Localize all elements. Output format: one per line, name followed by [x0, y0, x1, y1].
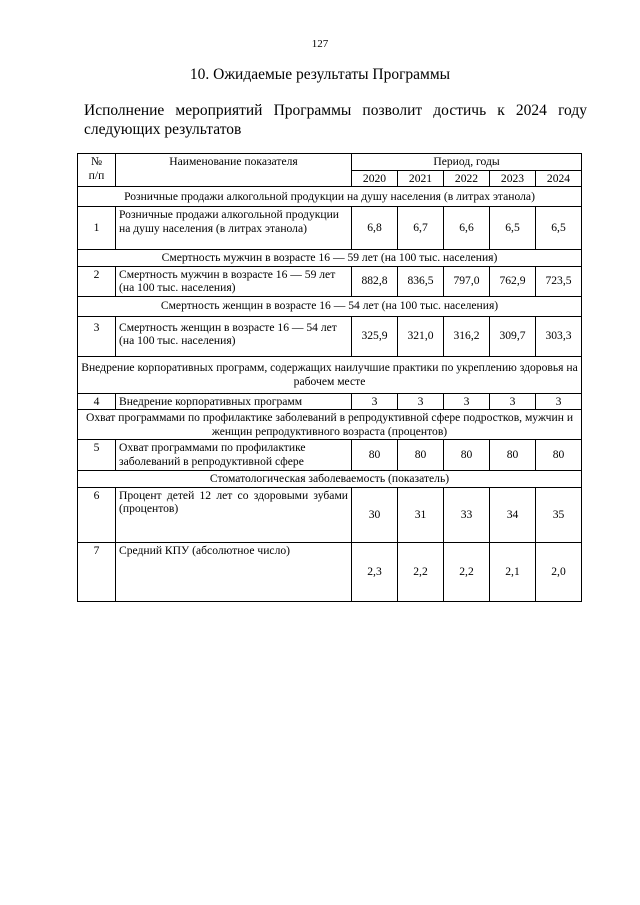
row-value: 303,3 [536, 316, 582, 356]
row-num: 5 [78, 440, 116, 471]
row-value: 6,8 [352, 207, 398, 250]
row-value: 80 [536, 440, 582, 471]
row-name: Процент детей 12 лет со здоровыми зубами (процентов) [116, 487, 352, 542]
header-year: 2022 [444, 170, 490, 187]
row-name: Внедрение корпоративных программ [116, 393, 352, 410]
group-title-row [78, 187, 582, 207]
row-value: 6,5 [490, 207, 536, 250]
row-value: 836,5 [398, 266, 444, 296]
row-value: 3 [398, 393, 444, 410]
header-year: 2023 [490, 170, 536, 187]
row-value: 6,6 [444, 207, 490, 250]
row-value: 325,9 [352, 316, 398, 356]
row-value: 6,7 [398, 207, 444, 250]
row-name: Средний КПУ (абсолютное число) [116, 542, 352, 601]
row-value: 882,8 [352, 266, 398, 296]
row-value: 34 [490, 487, 536, 542]
row-value: 2,2 [444, 542, 490, 601]
header-year: 2020 [352, 170, 398, 187]
row-value: 2,2 [398, 542, 444, 601]
row-num: 3 [78, 316, 116, 356]
header-year: 2021 [398, 170, 444, 187]
table-header-row [78, 154, 582, 171]
row-value: 316,2 [444, 316, 490, 356]
row-value: 80 [444, 440, 490, 471]
row-num: 7 [78, 542, 116, 601]
row-value: 2,1 [490, 542, 536, 601]
row-value: 3 [490, 393, 536, 410]
section-title: 10. Ожидаемые результаты Программы [189, 66, 451, 83]
table-row [78, 207, 582, 250]
table-row [78, 542, 582, 601]
header-num: № п/п [78, 154, 116, 187]
header-year: 2024 [536, 170, 582, 187]
row-num: 1 [78, 207, 116, 250]
row-value: 31 [398, 487, 444, 542]
row-num: 6 [78, 487, 116, 542]
row-value: 6,5 [536, 207, 582, 250]
row-num: 4 [78, 393, 116, 410]
group-title: Розничные продажи алкогольной продукции на душу населения (в литрах этанола) [78, 187, 582, 207]
group-title-row [78, 410, 582, 440]
header-period: Период, годы [352, 154, 582, 171]
row-value: 80 [490, 440, 536, 471]
intro-paragraph: Исполнение мероприятий Программы позволит достичь к 2024 году следующих результатов [84, 102, 587, 138]
table-row [78, 440, 582, 471]
row-value: 723,5 [536, 266, 582, 296]
group-title-row [78, 250, 582, 267]
row-num: 2 [78, 266, 116, 296]
row-value: 30 [352, 487, 398, 542]
row-value: 3 [352, 393, 398, 410]
row-value: 2,3 [352, 542, 398, 601]
table-row [78, 393, 582, 410]
group-title: Стоматологическая заболеваемость (показатель) [78, 471, 582, 488]
table-row [78, 266, 582, 296]
group-title: Внедрение корпоративных программ, содержащих наилучшие практики по укреплению здоровья на рабочем месте [78, 356, 582, 393]
row-value: 797,0 [444, 266, 490, 296]
group-title-row [78, 356, 582, 393]
results-table [77, 153, 582, 602]
row-value: 309,7 [490, 316, 536, 356]
group-title-row [78, 296, 582, 316]
row-value: 321,0 [398, 316, 444, 356]
row-value: 2,0 [536, 542, 582, 601]
row-value: 3 [536, 393, 582, 410]
group-title-row [78, 471, 582, 488]
table-row [78, 487, 582, 542]
row-name: Охват программами по профилактике заболеваний в репродуктивной сфере [116, 440, 352, 471]
group-title: Смертность женщин в возрасте 16 — 54 лет (на 100 тыс. населения) [78, 296, 582, 316]
row-name: Розничные продажи алкогольной продукции на душу населения (в литрах этанола) [116, 207, 352, 250]
row-value: 3 [444, 393, 490, 410]
row-value: 33 [444, 487, 490, 542]
row-value: 762,9 [490, 266, 536, 296]
table-row [78, 316, 582, 356]
row-name: Смертность мужчин в возрасте 16 — 59 лет (на 100 тыс. населения) [116, 266, 352, 296]
row-name: Смертность женщин в возрасте 16 — 54 лет (на 100 тыс. населения) [116, 316, 352, 356]
row-value: 35 [536, 487, 582, 542]
header-name: Наименование показателя [116, 154, 352, 187]
row-value: 80 [352, 440, 398, 471]
group-title: Смертность мужчин в возрасте 16 — 59 лет (на 100 тыс. населения) [78, 250, 582, 267]
page-number: 127 [311, 38, 329, 50]
row-value: 80 [398, 440, 444, 471]
group-title: Охват программами по профилактике заболеваний в репродуктивной сфере подростков, мужчин и женщин репродуктивного возраста (процентов) [78, 410, 582, 440]
